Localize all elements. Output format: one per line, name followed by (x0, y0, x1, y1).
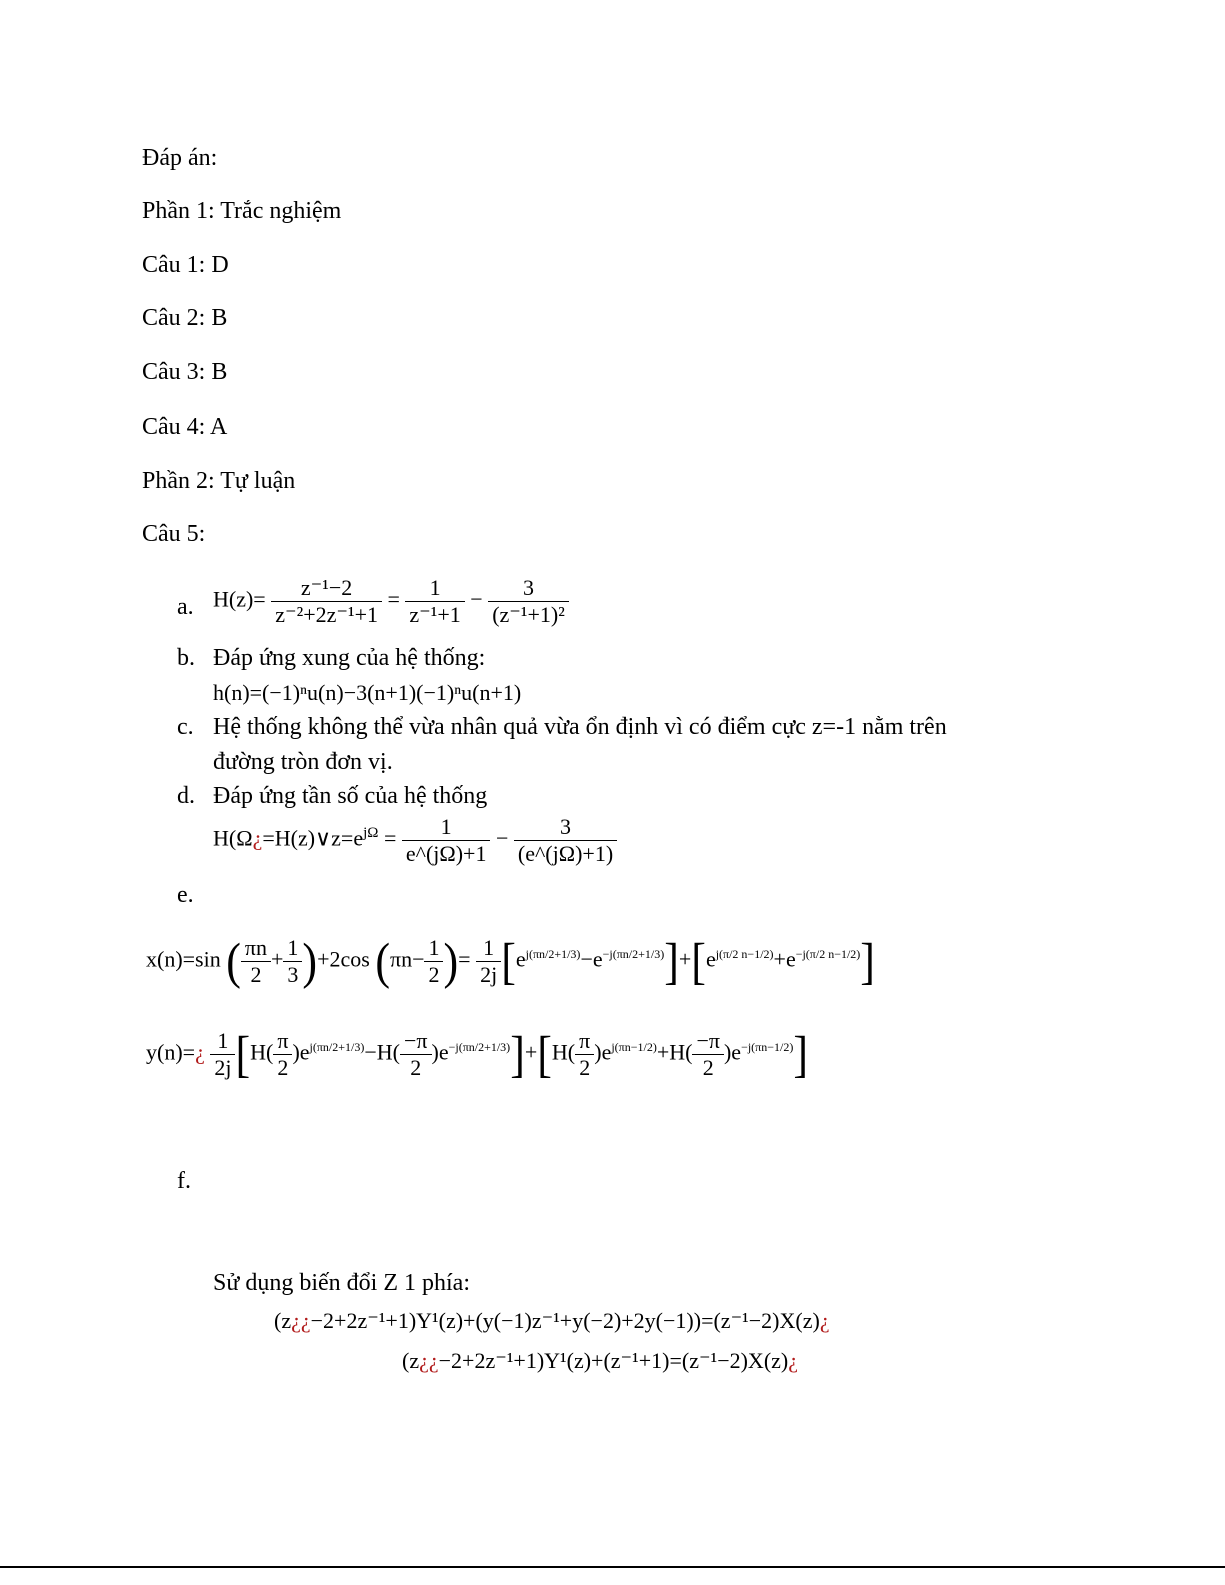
formula-e-y-h2-frac (400, 1028, 432, 1081)
formula-e-y-h4-sup: −j(πn−1/2) (741, 1040, 794, 1055)
formula-e-x-lhs: x(n)=sin (146, 946, 221, 972)
bracket-open-icon: [ (537, 1025, 552, 1083)
bracket-close-icon: ] (510, 1025, 525, 1083)
formula-e-y-h1-sup: j(πn/2+1/3) (309, 1040, 365, 1055)
item-b-label: b. (177, 645, 195, 671)
formula-e-x-frac3-num: 1 (424, 935, 443, 962)
formula-e-x-frac1-den: 2 (250, 962, 262, 987)
formula-e-y-frac1-den: 2j (214, 1055, 232, 1080)
formula-e-y-frac1-num: 1 (210, 1028, 235, 1055)
formula-e-x-frac3-den: 2 (428, 962, 440, 987)
formula-e-x-p3: +e (773, 946, 796, 972)
item-f-text: Sử dụng biến đổi Z 1 phía: (213, 1270, 470, 1296)
formula-f-eq2-end: ¿ (788, 1348, 798, 1373)
formula-e-y-h1-den: 2 (277, 1055, 289, 1080)
formula-e-x (146, 932, 875, 990)
formula-a-lhs: H(z)= (213, 586, 266, 612)
formula-e-y-h4-e: )e (723, 1039, 742, 1065)
item-b-text: Đáp ứng xung của hệ thống: (213, 645, 486, 671)
formula-a-frac2-den: z⁻¹+1 (409, 602, 461, 627)
formula-a (213, 575, 569, 628)
bracket-close-icon: ] (860, 932, 875, 990)
formula-d-lhs-sup: jΩ (363, 825, 379, 842)
formula-d-frac1 (402, 814, 491, 867)
formula-d-frac2-num: 3 (514, 814, 617, 841)
answer-q4: Câu 4: A (142, 414, 228, 440)
bracket-close-icon: ] (793, 1025, 808, 1083)
formula-d-mark: ¿ (252, 825, 263, 851)
formula-e-x-pin: πn− (389, 946, 425, 972)
part2-title: Phần 2: Tự luận (142, 468, 296, 494)
formula-e-y-h4-den: 2 (702, 1055, 714, 1080)
formula-e-x-e3: e (705, 946, 716, 972)
formula-e-x-frac2 (283, 935, 302, 988)
answer-q3: Câu 3: B (142, 359, 228, 385)
formula-a-frac1-num: z⁻¹−2 (271, 575, 382, 602)
formula-e-y-h2-e: )e (431, 1039, 449, 1065)
bracket-close-icon: ] (664, 932, 679, 990)
formula-e-x-frac4 (476, 935, 501, 988)
formula-e-y-h2-den: 2 (410, 1055, 422, 1080)
formula-e-x-frac3 (424, 935, 443, 988)
paren-open-icon: ( (375, 932, 390, 990)
formula-e-y-h2: −H( (364, 1039, 400, 1065)
formula-d-frac1-num: 1 (402, 814, 491, 841)
formula-e-x-e2-sup: −j(πn/2+1/3) (602, 947, 665, 962)
item-a-label: a. (177, 594, 194, 620)
formula-d-frac1-den: e^(jΩ)+1 (405, 841, 487, 866)
formula-e-x-frac2-num: 1 (283, 935, 302, 962)
formula-f-eq1-end: ¿ (819, 1308, 830, 1333)
item-e-label: e. (177, 882, 194, 908)
formula-e-y-h2-sup: −j(πn/2+1/3) (448, 1040, 511, 1055)
formula-e-x-plus: + (271, 946, 284, 972)
item-c-label: c. (177, 714, 194, 740)
formula-b: h(n)=(−1)ⁿu(n)−3(n+1)(−1)ⁿu(n+1) (213, 680, 522, 705)
formula-f-eq2 (402, 1348, 798, 1374)
formula-a-frac1-den: z⁻²+2z⁻¹+1 (275, 602, 378, 627)
formula-f-eq1-b: −2+2z⁻¹+1)Y¹(z)+(y(−1)z⁻¹+y(−2)+2y(−1))=(z⁻¹−2)X(z) (310, 1308, 820, 1333)
formula-e-y-h1-num: π (273, 1028, 292, 1055)
formula-e-x-frac2-den: 3 (287, 962, 299, 987)
formula-e-x-frac4-den: 2j (480, 962, 498, 987)
formula-f-eq2-a: (z (402, 1348, 420, 1373)
formula-e-y-h2-num: −π (400, 1028, 432, 1055)
formula-e-y-plus: + (524, 1039, 538, 1065)
formula-a-frac2-num: 1 (405, 575, 464, 602)
formula-e-y-h3-num: π (575, 1028, 594, 1055)
answer-q1: Câu 1: D (142, 252, 229, 278)
paren-close-icon: ) (302, 932, 318, 990)
formula-e-x-m1: −e (580, 946, 603, 972)
formula-e-x-frac1-num: πn (241, 935, 271, 962)
formula-e-y-h3-den: 2 (579, 1055, 591, 1080)
formula-d-minus: − (495, 825, 509, 851)
formula-e-x-e3-sup: j(π/2 n−1/2) (715, 947, 774, 962)
formula-e-y-h1: H( (250, 1039, 274, 1065)
formula-e-y-h4: +H( (656, 1039, 693, 1065)
formula-e-y-h3-sup: j(πn−1/2) (611, 1040, 657, 1055)
formula-d-frac2-den: (e^(jΩ)+1) (517, 841, 614, 866)
item-d-label: d. (177, 783, 195, 809)
formula-e-y-h3-frac (575, 1028, 594, 1081)
formula-d-lhs-a: H(Ω (213, 825, 253, 851)
formula-e-y-mark: ¿ (195, 1039, 205, 1065)
formula-f-eq1-a: (z (274, 1308, 292, 1333)
formula-a-frac3-num: 3 (488, 575, 569, 602)
item-c-text2: đường tròn đơn vị. (213, 749, 393, 775)
formula-e-y-h4-num: −π (692, 1028, 724, 1055)
formula-f-eq2-mark: ¿¿ (419, 1348, 439, 1373)
formula-a-frac3-den: (z⁻¹+1)² (492, 602, 565, 627)
formula-d-lhs-b: =H(z)∨z=e (262, 825, 364, 851)
item-c-text1: Hệ thống không thể vừa nhân quả vừa ổn định vì có điểm cực z=-1 nằm trên (213, 714, 947, 740)
formula-e-x-frac1 (241, 935, 271, 988)
bracket-open-icon: [ (501, 932, 516, 990)
formula-e-y-h1-frac (273, 1028, 292, 1081)
formula-a-minus: − (470, 586, 483, 612)
formula-a-frac2 (405, 575, 464, 628)
answer-heading: Đáp án: (142, 145, 218, 171)
formula-e-y-lhs: y(n)= (146, 1039, 196, 1065)
formula-e-y-h3-e: )e (594, 1039, 612, 1065)
paren-close-icon: ) (443, 932, 459, 990)
answer-q2: Câu 2: B (142, 305, 228, 331)
formula-f-eq1-mark: ¿¿ (291, 1308, 311, 1333)
formula-a-frac1 (271, 575, 382, 628)
formula-e-x-e1: e (515, 946, 526, 972)
item-f-label: f. (177, 1168, 191, 1194)
formula-e-x-e1-sup: j(πn/2+1/3) (525, 947, 581, 962)
item-d-text: Đáp ứng tần số của hệ thống (213, 783, 488, 809)
page-bottom-rule (0, 1566, 1225, 1568)
formula-d-frac2 (514, 814, 617, 867)
formula-e-y-h3: H( (551, 1039, 576, 1065)
formula-e-y-h1-e: )e (292, 1039, 310, 1065)
formula-d (213, 814, 617, 867)
bracket-open-icon: [ (235, 1025, 251, 1083)
formula-f-eq2-b: −2+2z⁻¹+1)Y¹(z)+(z⁻¹+1)=(z⁻¹−2)X(z) (438, 1348, 789, 1373)
bracket-open-icon: [ (691, 932, 706, 990)
formula-a-frac3 (488, 575, 569, 628)
question5-label: Câu 5: (142, 521, 206, 547)
formula-e-x-plus2: + (678, 946, 692, 972)
formula-e-y (146, 1025, 808, 1083)
formula-d-eq: = (383, 825, 397, 851)
formula-e-x-e4-sup: −j(π/2 n−1/2) (795, 947, 861, 962)
formula-e-y-frac1 (210, 1028, 235, 1081)
formula-a-eq: = (387, 586, 400, 612)
part1-title: Phần 1: Trắc nghiệm (142, 198, 342, 224)
formula-f-eq1 (274, 1308, 830, 1334)
paren-open-icon: ( (226, 932, 241, 990)
formula-e-y-h4-frac (692, 1028, 724, 1081)
formula-e-x-mid: +2cos (317, 946, 370, 972)
formula-e-x-eq: = (458, 946, 471, 972)
formula-e-x-frac4-num: 1 (476, 935, 501, 962)
